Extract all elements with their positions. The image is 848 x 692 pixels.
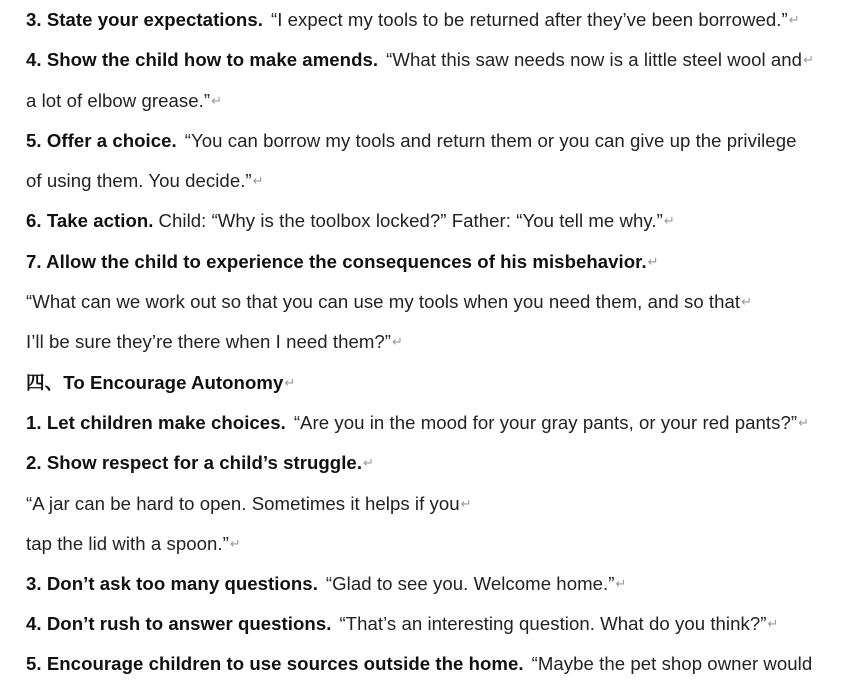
item-heading: 5. Offer a choice.	[26, 130, 177, 151]
item-text: of using them. You decide.”	[26, 170, 252, 191]
paragraph-mark-icon: ↵	[252, 174, 264, 189]
item-make-amends-continued	[26, 81, 222, 121]
paragraph-mark-icon: ↵	[803, 53, 815, 68]
paragraph-mark-icon: ↵	[788, 13, 800, 28]
paragraph-mark-icon: ↵	[392, 335, 403, 350]
item-heading: 4. Show the child how to make amends.	[26, 49, 379, 70]
paragraph-mark-icon: ↵	[460, 497, 472, 512]
paragraph-mark-icon: ↵	[211, 94, 223, 109]
item-dont-rush	[26, 604, 778, 644]
item-heading: 4. Don’t rush to answer questions.	[26, 613, 332, 634]
item-text: “What this saw needs now is a little steel wool and	[386, 49, 803, 70]
item-text: I’ll be sure they’re there when I need them?”	[26, 331, 392, 352]
item-text: “That’s an interesting question. What do you think?”	[339, 613, 767, 634]
item-respect-struggle	[26, 443, 374, 483]
item-heading: 3. Don’t ask too many questions.	[26, 573, 318, 594]
item-text: a lot of elbow grease.”	[26, 90, 211, 111]
item-outside-sources	[26, 644, 812, 684]
item-text: “A jar can be hard to open. Sometimes it helps if you	[26, 493, 460, 514]
paragraph-mark-icon: ↵	[798, 416, 810, 431]
item-heading: 7. Allow the child to experience the consequences of his misbehavior.	[26, 251, 647, 272]
paragraph-mark-icon: ↵	[229, 537, 241, 552]
section-heading: 四、To Encourage Autonomy	[26, 372, 284, 393]
item-text: tap the lid with a spoon.”	[26, 533, 229, 554]
paragraph-mark-icon: ↵	[284, 376, 296, 391]
item-dont-ask	[26, 564, 626, 604]
quote-work-out-continued	[26, 322, 403, 362]
item-text: “Are you in the mood for your gray pants, or your red pants?”	[293, 412, 798, 433]
item-heading: 3. State your expectations.	[26, 9, 263, 30]
item-state-expectations	[26, 0, 800, 40]
item-allow-consequences	[26, 242, 659, 282]
item-heading: 5. Encourage children to use sources outside the home.	[26, 653, 524, 674]
item-offer-choice	[26, 121, 796, 161]
item-let-choose	[26, 403, 809, 443]
item-text: “Glad to see you. Welcome home.”	[325, 573, 615, 594]
item-text: “You can borrow my tools and return them or you can give up the privilege	[184, 130, 797, 151]
item-take-action	[26, 201, 675, 241]
item-text: “I expect my tools to be returned after they’ve been borrowed.”	[270, 9, 788, 30]
item-text: “What can we work out so that you can use my tools when you need them, and so that	[26, 291, 741, 312]
paragraph-mark-icon: ↵	[647, 255, 659, 270]
paragraph-mark-icon: ↵	[663, 214, 675, 229]
paragraph-mark-icon: ↵	[767, 617, 779, 632]
quote-jar-continued	[26, 524, 241, 564]
item-make-amends	[26, 40, 814, 80]
item-text: Child: “Why is the toolbox locked?” Father: “You tell me why.”	[158, 210, 663, 231]
paragraph-mark-icon: ↵	[741, 295, 753, 310]
item-text: “Maybe the pet shop owner would	[531, 653, 813, 674]
paragraph-mark-icon: ↵	[363, 456, 374, 471]
section-heading-autonomy	[26, 363, 295, 403]
item-offer-choice-continued	[26, 161, 264, 201]
item-heading: 1. Let children make choices.	[26, 412, 286, 433]
quote-jar	[26, 484, 472, 524]
item-heading: 6. Take action.	[26, 210, 154, 231]
quote-work-out	[26, 282, 752, 322]
paragraph-mark-icon: ↵	[615, 577, 627, 592]
item-heading: 2. Show respect for a child’s struggle.	[26, 452, 363, 473]
